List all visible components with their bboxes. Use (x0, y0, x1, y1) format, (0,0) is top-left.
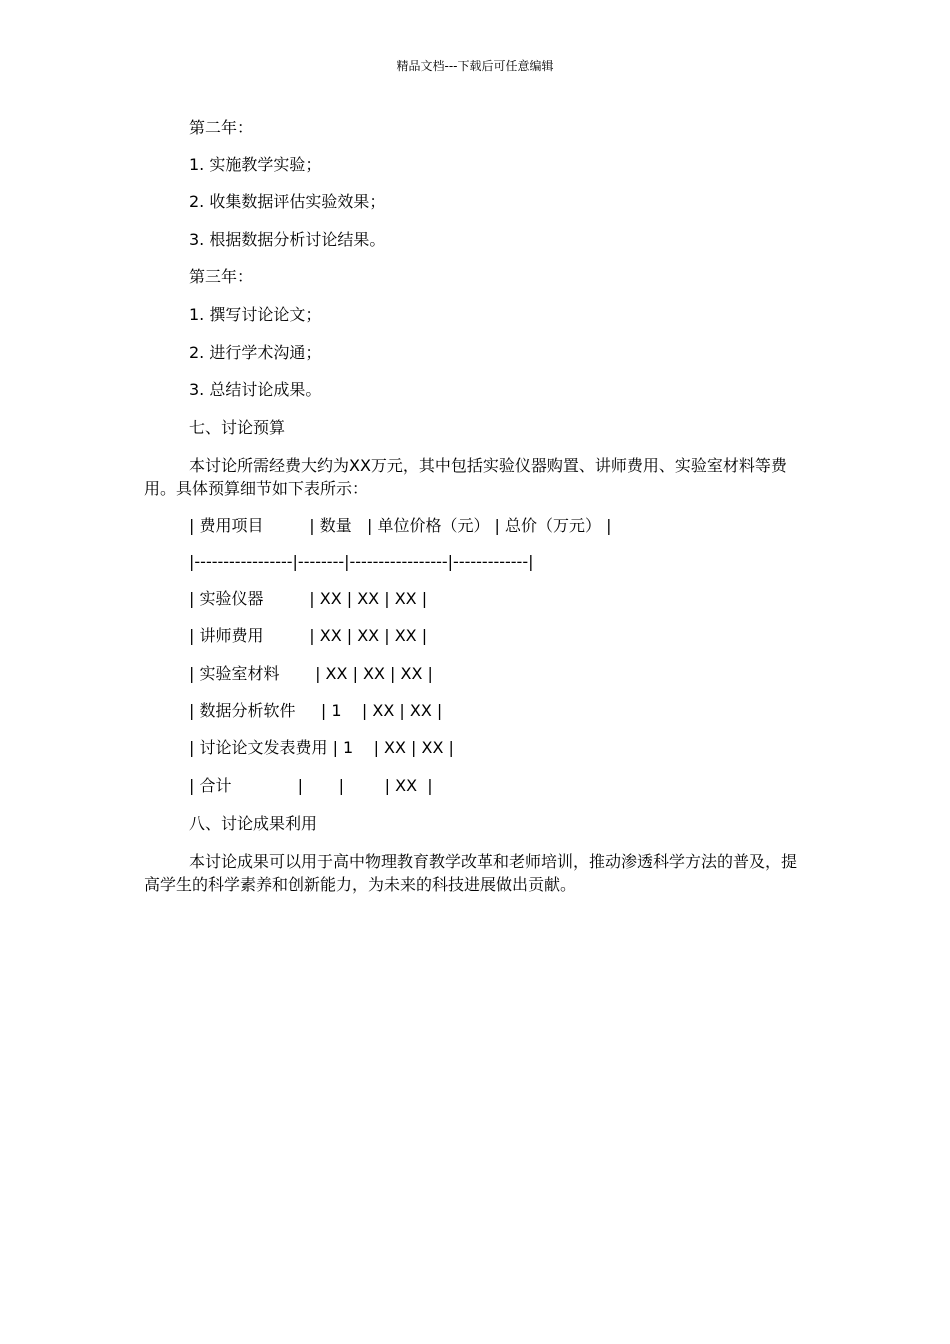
list-item: 3. 总结讨论成果。 (189, 380, 322, 399)
table-row: | 讲师费用 | XX | XX | XX | (189, 626, 428, 645)
list-item: 3. 根据数据分析讨论结果。 (189, 230, 386, 249)
table-row: | 实验室材料 | XX | XX | XX | (189, 664, 433, 683)
list-item: 2. 进行学术沟通； (189, 343, 322, 362)
year2-heading: 第二年： (189, 118, 254, 137)
section8-title: 八、讨论成果利用 (189, 814, 318, 833)
section7-paragraph: 本讨论所需经费大约为XX万元，其中包括实验仪器购置、讲师费用、实验室材料等费用。具体预算细节如下表所示： (144, 456, 787, 498)
list-item: 1. 实施教学实验； (189, 155, 322, 174)
page-header: 精品文档---下载后可任意编辑 (396, 59, 554, 73)
list-item: 2. 收集数据评估实验效果； (189, 192, 386, 211)
table-row: | 合计 | | | XX | (189, 776, 433, 795)
table-row: |-----------------|--------|-----------------|-------------| (189, 552, 534, 571)
year3-heading: 第三年： (189, 267, 254, 286)
table-row: | 数据分析软件 | 1 | XX | XX | (189, 701, 443, 720)
table-row: | 实验仪器 | XX | XX | XX | (189, 589, 428, 608)
section8-paragraph: 本讨论成果可以用于高中物理教育教学改革和老师培训，推动渗透科学方法的普及，提高学生的科学素养和创新能力，为未来的科技进展做出贡献。 (144, 852, 798, 894)
table-row: | 讨论论文发表费用 | 1 | XX | XX | (189, 738, 454, 757)
table-row: | 费用项目 | 数量 | 单位价格（元） | 总价（万元） | (189, 516, 612, 535)
list-item: 1. 撰写讨论论文； (189, 305, 322, 324)
section7-title: 七、讨论预算 (189, 418, 286, 437)
